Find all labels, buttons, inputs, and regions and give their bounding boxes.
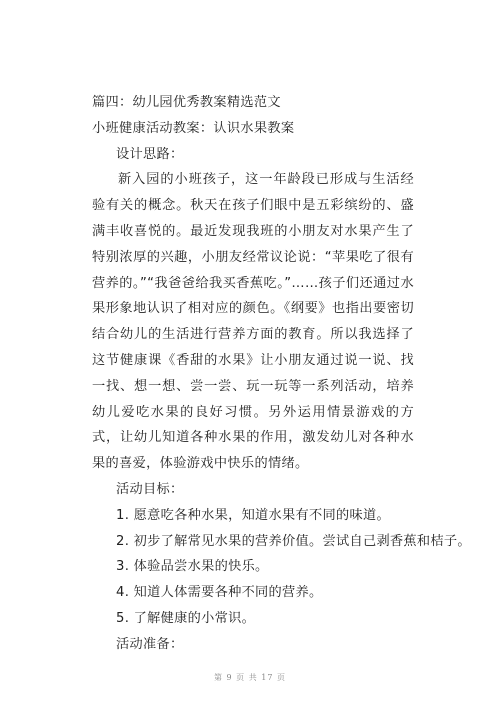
goal-item: 1. 愿意吃各种水果，知道水果有不同的味道。 [116, 507, 390, 523]
design-heading: 设计思路： [116, 146, 184, 162]
lesson-title: 小班健康活动教案：认识水果教案 [92, 120, 295, 136]
goal-item: 5. 了解健康的小常识。 [116, 610, 256, 626]
section-heading: 篇四：幼儿园优秀教案精选范文 [92, 95, 281, 110]
document-body [92, 90, 471, 658]
goals-heading: 活动目标： [116, 481, 184, 497]
goal-item: 4. 知道人体需要各种不同的营养。 [116, 585, 323, 601]
prep-heading: 活动准备： [116, 636, 184, 652]
goal-item: 2. 初步了解常见水果的营养价值。尝试自己剥香蕉和桔子。 [116, 533, 471, 549]
goal-item: 3. 体验品尝水果的快乐。 [116, 559, 269, 575]
page-number: 第 9 页 共 17 页 [214, 673, 286, 682]
design-paragraph: 新入园的小班孩子，这一年龄段已形成与生活经验有关的概念。秋天在孩子们眼中是五彩缤纷的、盛满丰收喜悦的。最近发现我班的小朋友对水果产生了特别浓厚的兴趣，小朋友经常议论说：“苹果吃了很有营养的。”“我爸爸给我买香蕉吃。”……孩子们还通过水果形象地认识了相对应的颜色。《纲要》也指出要密切结合幼儿的生活进行营养方面的教育。所以我选择了这节健康课《香甜的水果》让小朋友通过说一说、找一找、想一想、尝一尝、玩一玩等一系列活动，培养幼儿爱吃水果的良好习惯。另外运用情景游戏的方式，让幼儿知道各种水果的作用，激发幼儿对各种水果的喜爱，体验游戏中快乐的情绪。 [92, 172, 414, 472]
